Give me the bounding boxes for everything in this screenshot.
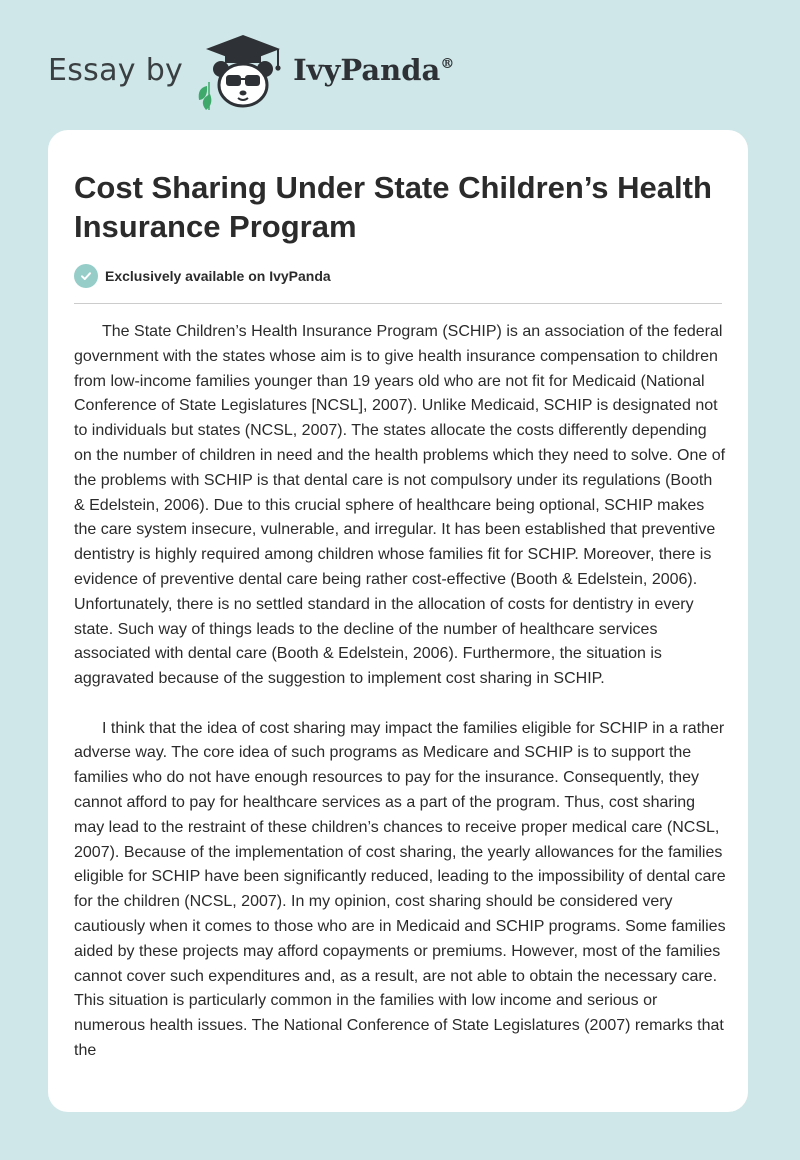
article-paragraph: I think that the idea of cost sharing may impact the families eligible for SCHIP in a rather adverse way. The core idea of such programs as Medicare and SCHIP is to support the families who do not have enough resources to pay for the insurance. Consequently, they cannot afford to pay for healthcare services as a part of the program. Thus, cost sharing may lead to the restraint of these children’s chances to receive proper medical care (NCSL, 2007). Because of the implementation of cost sharing, the yearly allowances for the families eligible for SCHIP have been significantly reduced, leading to the impossibility of dental care for the children (NCSL, 2007). In my opinion, cost sharing should be considered very cautiously when it comes to those who are in Medicaid and SCHIP programs. Some families aided by these projects may afford copayments or premiums. However, most of the families cannot cover such expenditures and, as a result, are not able to obtain the necessary care. This situation is particularly common in the families with low income and serious or numerous health issues. The National Conference of State Legislatures (2007) remarks that the bbox=[74, 719, 726, 1059]
essay-by-label: Essay by bbox=[48, 52, 184, 88]
exclusive-badge bbox=[74, 264, 331, 288]
brand-name-text: IvyPanda bbox=[293, 53, 441, 87]
registered-mark: ® bbox=[440, 56, 455, 72]
divider bbox=[74, 303, 722, 304]
check-circle-icon bbox=[74, 264, 98, 288]
site-header bbox=[48, 30, 454, 110]
article-card bbox=[48, 130, 748, 1112]
brand-name[interactable] bbox=[293, 53, 454, 87]
panda-graduate-icon[interactable] bbox=[197, 30, 289, 110]
article-title: Cost Sharing Under State Children’s Health Insurance Program bbox=[74, 170, 712, 244]
article-body bbox=[74, 320, 726, 1088]
badge-text: Exclusively available on IvyPanda bbox=[105, 268, 331, 284]
article-paragraph: The State Children’s Health Insurance Program (SCHIP) is an association of the federal government with the states whose aim is to give health insurance compensation to children from low-income families younger than 19 years old who are not fit for Medicaid (National Conference of State Legislatures [NCSL], 2007). Unlike Medicaid, SCHIP is designated not to individuals but states (NCSL, 2007). The states allocate the costs differently depending on the number of children in need and the health problems which they need to solve. One of the problems with SCHIP is that dental care is not compulsory under its regulations (Booth & Edelstein, 2006). Due to this crucial sphere of healthcare being optional, SCHIP makes the care system insecure, vulnerable, and irregular. It has been established that preventive dentistry is highly required among children whose families fit for SCHIP. Moreover, there is evidence of preventive dental care being rather cost-effective (Booth & Edelstein, 2006). Unfortunately, there is no settled standard in the allocation of costs for dentistry in every state. Such way of things leads to the decline of the number of healthcare services associated with dental care (Booth & Edelstein, 2006). Furthermore, the situation is aggravated because of the suggestion to implement cost sharing in SCHIP. bbox=[74, 323, 726, 688]
